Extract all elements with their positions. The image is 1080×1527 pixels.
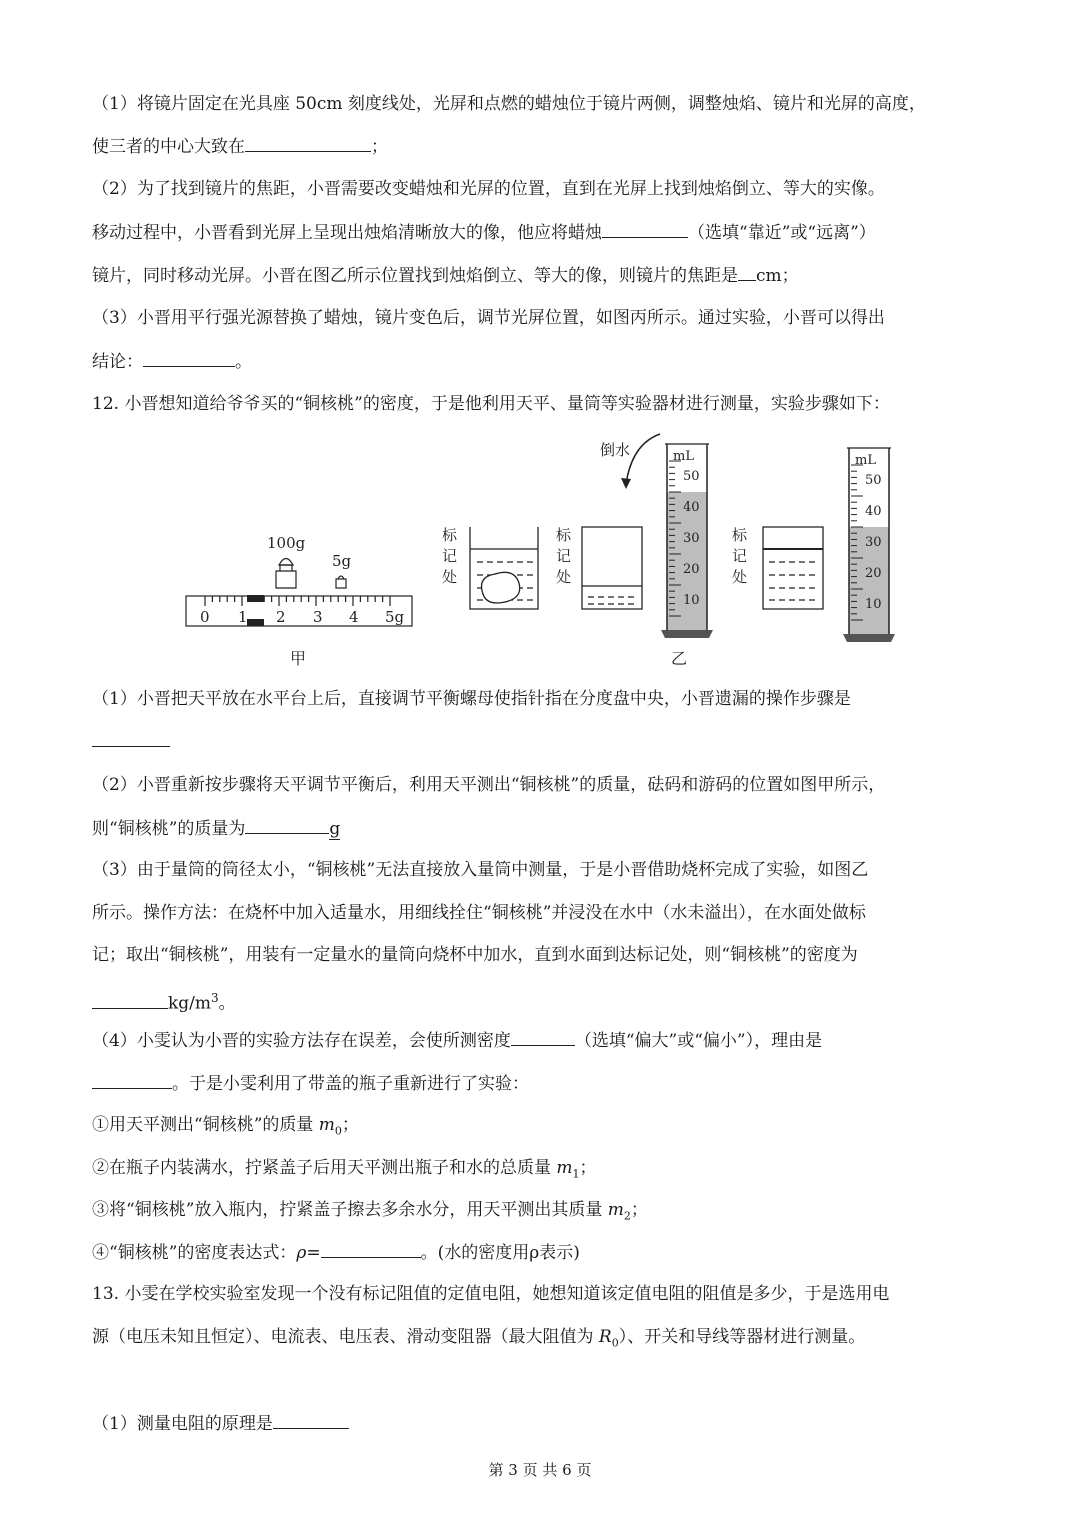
text: 镜片，同时移动光屏。小晋在图乙所示位置找到烛焰倒立、等大的像，则镜片的焦距是: [92, 266, 738, 286]
q12-part3-line2: [92, 902, 866, 924]
cylinder-tick-label: 20: [683, 562, 700, 577]
var: m: [607, 1200, 624, 1220]
q12-step1: [92, 1114, 359, 1142]
cylinder-tick-label: 40: [683, 500, 700, 515]
mark-char: 记: [556, 547, 572, 565]
cylinder-tick-label: 50: [865, 473, 882, 488]
pour-label: 倒水: [600, 441, 631, 459]
text: 使三者的中心大致在: [92, 137, 245, 157]
subscript: 0: [334, 1124, 342, 1138]
text: =: [306, 1243, 321, 1263]
text: ）、开关和导线等器材进行测量。: [618, 1327, 866, 1347]
q12-step4: [92, 1241, 580, 1264]
q12-part4-line2: [92, 1072, 529, 1095]
text: 则“铜核桃”的质量为: [92, 819, 246, 839]
text: ；: [371, 137, 388, 157]
pour-arrow-head: [621, 478, 631, 489]
text: 。: [235, 352, 252, 372]
answer-blank[interactable]: [92, 1072, 172, 1089]
cylinder-tick-label: 50: [683, 469, 700, 484]
text: （4）小雯认为小晋的实验方法存在误差，会使所测密度: [92, 1031, 511, 1051]
text: 所示。操作方法：在烧杯中加入适量水，用细线拴住“铜核桃”并浸没在水中（水未溢出），在水面处做标: [92, 903, 866, 923]
ruler-minor-ticks: [205, 596, 390, 606]
page-footer: 第 3 页 共 6 页: [488, 1461, 592, 1479]
beaker-walnut-removed: [582, 527, 642, 609]
water-dashes: [769, 562, 818, 600]
text: （3）小晋用平行强光源替换了蜡烛，镜片变色后，调节光屏位置，如图丙所示。通过实验，小晋可以得出: [92, 308, 885, 328]
weight-100g-neck: [280, 565, 292, 571]
text: （1）测量电阻的原理是: [92, 1414, 273, 1434]
text: 12. 小晋想知道给爷爷买的“铜核桃”的密度，于是他利用天平、量筒等实验器材进行测量，实验步骤如下：: [92, 394, 890, 414]
pour-arrow: [626, 434, 660, 484]
text: ；: [579, 1158, 597, 1178]
rider-top: [247, 595, 264, 602]
subscript: 0: [611, 1336, 619, 1350]
ruler-tick-label: 3: [313, 608, 323, 626]
weight-100g-knob: [279, 559, 293, 566]
weight-5g-label: 5g: [332, 552, 352, 570]
cylinder-tick-label: 10: [865, 597, 882, 612]
balance-scale-figure: [186, 559, 412, 627]
cylinder-tick-label: 10: [683, 593, 700, 608]
answer-blank[interactable]: [511, 1029, 575, 1046]
text: （3）由于量筒的筒径太小，“铜核桃”无法直接放入量筒中测量，于是小晋借助烧杯完成了实验，如图乙: [92, 860, 869, 880]
q13-part1: [92, 1412, 349, 1435]
walnut-shape: [482, 572, 520, 603]
unit-exponent: 3: [211, 991, 219, 1005]
text: ①用天平测出“铜核桃”的质量: [92, 1115, 319, 1135]
mark-label-1: [442, 526, 458, 586]
answer-blank[interactable]: [273, 1412, 349, 1429]
mark-char: 处: [732, 568, 748, 586]
text: ④“铜核桃”的密度表达式：: [92, 1243, 297, 1263]
beaker-with-walnut: [470, 527, 538, 609]
text: 13. 小雯在学校实验室发现一个没有标记阻值的定值电阻，她想知道该定值电阻的阻值是多少，于是选用电: [92, 1284, 890, 1304]
q12-part1-line1: [92, 688, 851, 710]
mark-char: 记: [442, 547, 458, 565]
mark-char: 记: [732, 547, 748, 565]
q12-part3-line4: [92, 987, 236, 1015]
mark-label-3: [732, 526, 748, 586]
ruler-tick-label: 0: [200, 608, 210, 626]
weight-5g-body: [336, 579, 346, 588]
weight-100g-body: [276, 571, 296, 588]
cylinder-unit: mL: [855, 453, 876, 468]
text: （2）小晋重新按步骤将天平调节平衡后，利用天平测出“铜核桃”的质量，砝码和游码的位置如图甲所示，: [92, 775, 886, 795]
measuring-cylinder-1: [661, 444, 713, 638]
text: 源（电压未知且恒定）、电流表、电压表、滑动变阻器（最大阻值为: [92, 1327, 599, 1347]
mark-char: 标: [442, 526, 458, 544]
ruler-tick-label: 2: [276, 608, 286, 626]
text: cm；: [756, 266, 799, 286]
text: ；: [341, 1115, 359, 1135]
q13-line2: [92, 1326, 865, 1354]
text: 移动过程中，小晋看到光屏上呈现出烛焰清晰放大的像，他应将蜡烛: [92, 223, 602, 243]
ruler-tick-label: 5g: [385, 608, 405, 626]
text: （选填“偏大”或“偏小”），理由是: [574, 1031, 823, 1051]
subscript: 2: [623, 1209, 631, 1223]
q12-part4-line1: [92, 1029, 822, 1052]
q11-part1-text: （1）将镜片固定在光具座 50cm 刻度线处，光屏和点燃的蜡烛位于镜片两侧，调整烛焰、镜片和光屏的高度，: [92, 94, 926, 114]
q12-step3: [92, 1199, 648, 1227]
text: ②在瓶子内装满水，拧紧盖子后用天平测出瓶子和水的总质量: [92, 1158, 557, 1178]
mark-label-2: [556, 526, 572, 586]
beaker-refilled: [763, 527, 823, 609]
mark-char: 标: [732, 526, 748, 544]
beaker-outline: [763, 527, 823, 609]
caption-jia: 甲: [290, 649, 307, 668]
cylinder-tick-label: 40: [865, 504, 882, 519]
text: 。: [218, 993, 236, 1014]
rider-bottom: [247, 619, 264, 626]
q12-part3-line1: [92, 859, 868, 881]
mark-char: 处: [442, 568, 458, 586]
cylinder-base: [661, 630, 713, 638]
answer-blank[interactable]: [321, 1241, 421, 1258]
text: （2）为了找到镜片的焦距，小晋需要改变蜡烛和光屏的位置，直到在光屏上找到烛焰倒立、等大的实像。: [92, 179, 885, 199]
text: 结论：: [92, 352, 143, 372]
var: m: [556, 1158, 573, 1178]
text: （1）小晋把天平放在水平台上后，直接调节平衡螺母使指针指在分度盘中央，小晋遗漏的操作步骤是: [92, 689, 851, 709]
q12-part2-line1: [92, 774, 885, 796]
weight-100g-label: 100g: [267, 534, 306, 552]
q12-part3-line3: [92, 944, 858, 966]
mark-char: 处: [556, 568, 572, 586]
q12-part1-line2: [92, 730, 170, 753]
answer-blank[interactable]: [92, 730, 170, 747]
text: 。于是小雯利用了带盖的瓶子重新进行了实验：: [172, 1074, 529, 1094]
answer-blank[interactable]: [92, 992, 168, 1009]
ruler-tick-label: 4: [349, 608, 359, 626]
water-dashes: [588, 597, 637, 604]
text: ；: [630, 1200, 648, 1220]
var: ρ: [296, 1243, 307, 1263]
cylinder-unit: mL: [673, 449, 694, 464]
ruler-tick-label: 1: [238, 608, 248, 626]
q12-step2: [92, 1157, 597, 1185]
caption-yi: 乙: [671, 649, 688, 668]
cylinder-tick-label: 20: [865, 566, 882, 581]
experiment-figure: [0, 0, 1080, 680]
answer-blank[interactable]: [245, 817, 329, 834]
text: ③将“铜核桃”放入瓶内，拧紧盖子擦去多余水分，用天平测出其质量: [92, 1200, 608, 1220]
cylinder-tick-label: 30: [683, 531, 700, 546]
text: 。(水的密度用ρ表示): [420, 1243, 580, 1263]
q12-part2-line2: [92, 817, 340, 840]
subscript: 1: [572, 1167, 580, 1181]
var: m: [318, 1115, 335, 1135]
var: R: [598, 1327, 612, 1347]
measuring-cylinder-2: [843, 448, 895, 642]
q13-line1: [92, 1283, 889, 1305]
cylinder-base: [843, 634, 895, 642]
text: g: [329, 819, 341, 839]
unit: kg/m: [168, 993, 212, 1014]
text: 记；取出“铜核桃”，用装有一定量水的量筒向烧杯中加水，直到水面到达标记处，则“铜核桃”的密度为: [92, 945, 858, 965]
cylinder-tick-label: 30: [865, 535, 882, 550]
text: （选填“靠近”或“远离”）: [688, 223, 876, 243]
mark-char: 标: [556, 526, 572, 544]
